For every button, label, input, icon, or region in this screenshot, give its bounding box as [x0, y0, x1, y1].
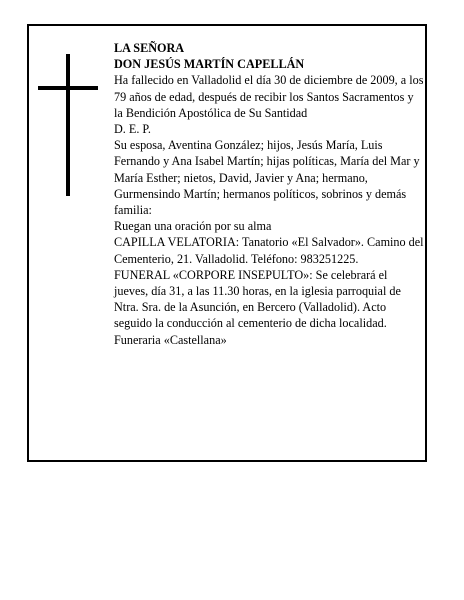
family-list: Su esposa, Aventina González; hijos, Jesús María, Luis Fernando y Ana Isabel Martín; hijas políticas, María del Mar y María Esther; nietos, David, Javier y Ana; hermano, Gurmensindo Martín; hermanos políticos, sobrinos y demás familia:	[114, 138, 420, 218]
death-announcement: Ha fallecido en Valladolid el día 30 de diciembre de 2009, a los 79 años de edad, después de recibir los Santos Sacramentos y la Bendición Apostólica de Su Santidad	[114, 73, 424, 120]
prayer-request: Ruegan una oración por su alma	[114, 219, 272, 234]
rip-line: D. E. P.	[114, 122, 151, 137]
obituary-text	[114, 40, 424, 348]
funeral-info: FUNERAL «CORPORE INSEPULTO»: Se celebrará el jueves, día 31, a las 11.30 horas, en la iglesia parroquial de Ntra. Sra. de la Asunción, en Bercero (Valladolid). Acto seguido la conducción al cementerio de dicha localidad.	[114, 267, 401, 331]
cross-horizontal-bar	[38, 86, 98, 90]
deceased-name: DON JESÚS MARTÍN CAPELLÁN	[114, 57, 305, 72]
cross-vertical-bar	[66, 54, 70, 196]
heading-line-1: LA SEÑORA	[114, 41, 185, 55]
funeral-home: Funeraria «Castellana»	[114, 332, 227, 347]
chapel-info: CAPILLA VELATORIA: Tanatorio «El Salvador». Camino del Cementerio, 21. Valladolid. Teléfono: 983251225.	[114, 235, 424, 266]
